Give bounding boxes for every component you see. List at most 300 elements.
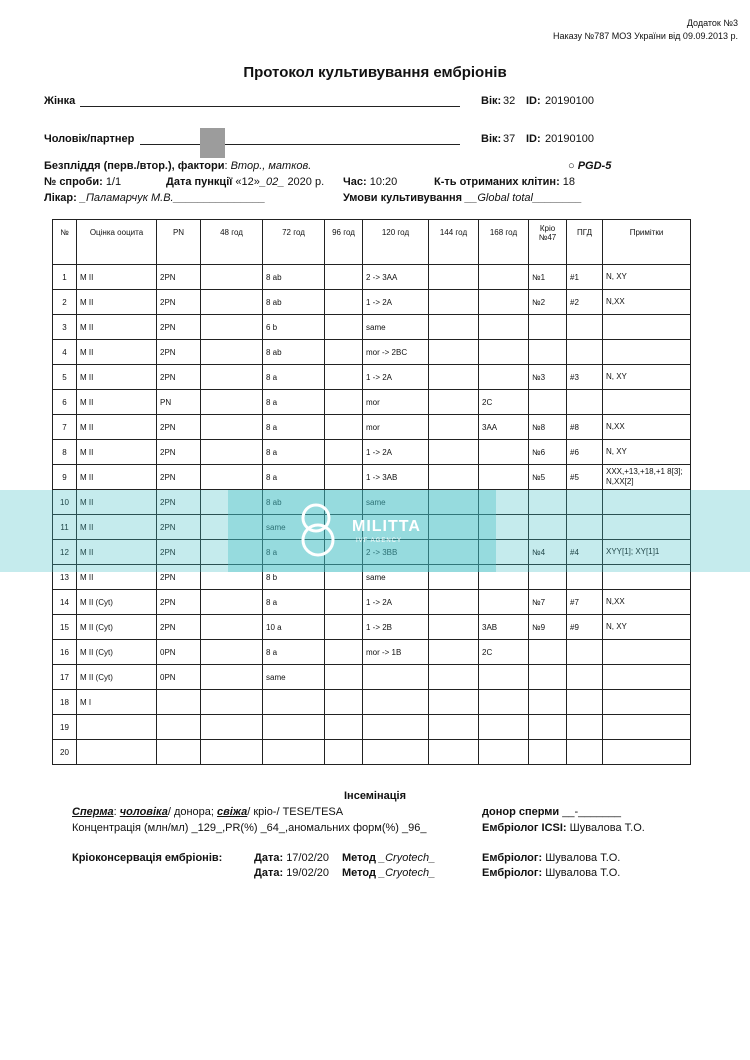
cryo-entry-1-date: [254, 852, 329, 864]
cell-h168: [479, 365, 529, 390]
cell-pgd: [567, 390, 603, 415]
cell-notes: N,XX: [603, 415, 691, 440]
table-row: [53, 740, 691, 765]
cell-h48: [201, 590, 263, 615]
cell-h144: [429, 315, 479, 340]
cell-h120: [363, 690, 429, 715]
cell-pn: 2PN: [157, 365, 201, 390]
donor-value: __-_______: [562, 806, 621, 818]
cryo-entry-2-date: [254, 867, 329, 879]
cell-h144: [429, 740, 479, 765]
cell-h96: [325, 740, 363, 765]
embryologist-label: Ембріолог:: [482, 852, 543, 864]
cell-h48: [201, 690, 263, 715]
cell-oocyte-grade: M I: [77, 690, 157, 715]
sperm-fresh: свіжа: [217, 806, 248, 818]
cell-row-number: 5: [53, 365, 77, 390]
partner-age-label: Вік:: [481, 133, 502, 145]
cell-notes: [603, 640, 691, 665]
cell-oocyte-grade: [77, 715, 157, 740]
cell-pgd: [567, 690, 603, 715]
cryo-label: Кріоконсервація ембріонів:: [72, 852, 223, 864]
cell-cryo: [529, 640, 567, 665]
cell-h120: 1 -> 2A: [363, 365, 429, 390]
cell-oocyte-grade: M II: [77, 390, 157, 415]
cell-notes: [603, 565, 691, 590]
cell-row-number: 1: [53, 265, 77, 290]
cell-row-number: 9: [53, 465, 77, 490]
cell-row-number: 19: [53, 715, 77, 740]
embryo-protocol-table: [52, 219, 691, 765]
cell-h120: mor: [363, 390, 429, 415]
cell-h96: [325, 665, 363, 690]
cell-h144: [429, 265, 479, 290]
cell-row-number: 20: [53, 740, 77, 765]
cell-h144: [429, 340, 479, 365]
col-header: 144 год: [429, 220, 479, 265]
date-value: 19/02/20: [286, 867, 330, 879]
col-header: 48 год: [201, 220, 263, 265]
cell-pn: 2PN: [157, 465, 201, 490]
cell-oocyte-grade: M II (Cyt): [77, 590, 157, 615]
cell-h72: same: [263, 665, 325, 690]
cell-h120: same: [363, 565, 429, 590]
cell-pn: 2PN: [157, 590, 201, 615]
cell-h144: [429, 290, 479, 315]
cell-h48: [201, 490, 263, 515]
cell-row-number: 3: [53, 315, 77, 340]
cell-h120: mor -> 2BC: [363, 340, 429, 365]
cell-h72: 8 a: [263, 590, 325, 615]
puncture-year: 2020 р.: [287, 176, 325, 188]
concentration-line: Концентрація (млн/мл) _129_,PR(%) _64_,аномальних форм(%) _96_: [72, 822, 427, 834]
cell-h72: 10 a: [263, 615, 325, 640]
pgd-marker: ○: [568, 160, 575, 172]
cell-h144: [429, 565, 479, 590]
cell-h48: [201, 665, 263, 690]
cell-h72: 8 a: [263, 440, 325, 465]
infertility-value: Втор., матков.: [230, 160, 312, 172]
cell-oocyte-grade: M II: [77, 315, 157, 340]
cell-h48: [201, 290, 263, 315]
embryologist-value: Шувалова Т.О.: [545, 852, 621, 864]
cell-h48: [201, 315, 263, 340]
table-row: [53, 440, 691, 465]
cell-h168: [479, 290, 529, 315]
puncture-label: Дата пункції: [166, 176, 233, 188]
cell-pgd: #4: [567, 540, 603, 565]
cell-cryo: №3: [529, 365, 567, 390]
table-row: [53, 315, 691, 340]
method-value: _Cryotech_: [379, 867, 436, 879]
cell-h72: 8 ab: [263, 340, 325, 365]
sperm-line: Сперма: чоловіка/ донора; свіжа/ кріо-/ TESE/TESA: [72, 806, 344, 818]
cell-oocyte-grade: M II (Cyt): [77, 640, 157, 665]
cell-notes: N, XY: [603, 265, 691, 290]
cell-pn: 2PN: [157, 340, 201, 365]
cell-notes: N,XX: [603, 590, 691, 615]
cell-pgd: [567, 640, 603, 665]
cell-h96: [325, 565, 363, 590]
pgd-value: PGD-5: [577, 160, 612, 172]
cell-h96: [325, 290, 363, 315]
cell-h144: [429, 615, 479, 640]
table-row: [53, 290, 691, 315]
cell-h96: [325, 415, 363, 440]
cell-row-number: 17: [53, 665, 77, 690]
cell-h48: [201, 415, 263, 440]
cell-h72: 8 b: [263, 565, 325, 590]
cell-h120: 2 -> 3AA: [363, 265, 429, 290]
cell-h48: [201, 515, 263, 540]
donor-label: донор сперми: [482, 806, 560, 818]
cell-pn: 0PN: [157, 665, 201, 690]
col-header: 72 год: [263, 220, 325, 265]
cell-notes: [603, 340, 691, 365]
puncture-month: _02_: [259, 176, 285, 188]
cell-h48: [201, 640, 263, 665]
cell-notes: N, XY: [603, 615, 691, 640]
cell-h72: [263, 715, 325, 740]
cell-h168: [479, 465, 529, 490]
cell-h96: [325, 315, 363, 340]
date-value: 17/02/20: [286, 852, 330, 864]
cell-row-number: 8: [53, 440, 77, 465]
cell-h72: [263, 690, 325, 715]
cell-cryo: [529, 565, 567, 590]
cell-pn: 2PN: [157, 315, 201, 340]
cell-notes: XYY[1]; XY[1]1: [603, 540, 691, 565]
cell-cryo: [529, 515, 567, 540]
cell-pgd: #2: [567, 290, 603, 315]
cells-line: [434, 176, 575, 188]
cell-h168: [479, 715, 529, 740]
table-row: [53, 690, 691, 715]
cell-h168: [479, 490, 529, 515]
cell-h72: 8 ab: [263, 265, 325, 290]
method-label: Метод: [342, 867, 376, 879]
cell-pn: 2PN: [157, 540, 201, 565]
cell-h48: [201, 740, 263, 765]
cell-cryo: №8: [529, 415, 567, 440]
watermark-brand: MILITTA: [352, 518, 421, 535]
annex-number: Додаток №3: [686, 18, 738, 28]
table-row: [53, 715, 691, 740]
cell-row-number: 10: [53, 490, 77, 515]
cell-h120: 1 -> 2A: [363, 440, 429, 465]
pgd-indicator: [568, 160, 611, 172]
cell-row-number: 11: [53, 515, 77, 540]
cell-h168: [479, 740, 529, 765]
cell-notes: [603, 490, 691, 515]
cell-h48: [201, 265, 263, 290]
cell-cryo: [529, 315, 567, 340]
embryologist-value: Шувалова Т.О.: [545, 867, 621, 879]
cell-h96: [325, 340, 363, 365]
table-row: [53, 415, 691, 440]
cell-h120: 1 -> 2A: [363, 290, 429, 315]
cell-h120: [363, 715, 429, 740]
partner-id-label: ID:: [526, 133, 541, 145]
attempt-value: 1/1: [105, 176, 122, 188]
culture-label: Умови культивування: [343, 192, 463, 204]
doctor-value: _Паламарчук М.В._______________: [79, 192, 266, 204]
sperm-donor: / донора;: [167, 806, 214, 818]
cell-cryo: [529, 715, 567, 740]
cell-pgd: #1: [567, 265, 603, 290]
cell-h48: [201, 440, 263, 465]
cell-pn: [157, 715, 201, 740]
cell-oocyte-grade: M II (Cyt): [77, 665, 157, 690]
attempt-label: № спроби:: [44, 176, 103, 188]
sperm-label: Сперма: [72, 806, 114, 818]
woman-age: 32: [503, 95, 516, 107]
cell-cryo: №9: [529, 615, 567, 640]
cell-h120: 1 -> 3AB: [363, 465, 429, 490]
doctor-label: Лікар:: [44, 192, 77, 204]
embryologist-label: Ембріолог:: [482, 867, 543, 879]
woman-age-label: Вік:: [481, 95, 502, 107]
cell-h120: mor: [363, 415, 429, 440]
cell-pn: PN: [157, 390, 201, 415]
cell-row-number: 4: [53, 340, 77, 365]
doctor-line: [44, 192, 265, 204]
date-label: Дата:: [254, 867, 284, 879]
cell-h48: [201, 390, 263, 415]
cell-h96: [325, 440, 363, 465]
cell-h144: [429, 390, 479, 415]
cell-row-number: 2: [53, 290, 77, 315]
cell-h144: [429, 640, 479, 665]
cell-cryo: [529, 740, 567, 765]
cells-value: 18: [562, 176, 576, 188]
redaction-block: [200, 128, 225, 158]
cell-notes: [603, 690, 691, 715]
table-row: [53, 565, 691, 590]
cell-row-number: 7: [53, 415, 77, 440]
infertility-line: Безпліддя (перв./втор.), фактори: Втор., матков.: [44, 160, 312, 172]
cell-oocyte-grade: M II: [77, 465, 157, 490]
cell-pgd: [567, 490, 603, 515]
cells-label: К-ть отриманих клітин:: [434, 176, 560, 188]
cell-h48: [201, 365, 263, 390]
cell-h144: [429, 665, 479, 690]
sperm-donor-line: [482, 806, 621, 818]
cell-cryo: №4: [529, 540, 567, 565]
cell-h96: [325, 465, 363, 490]
cell-row-number: 6: [53, 390, 77, 415]
cell-h144: [429, 365, 479, 390]
cell-h144: [429, 465, 479, 490]
cell-pn: 2PN: [157, 290, 201, 315]
col-header: Кріо №47: [529, 220, 567, 265]
cell-h72: 8 ab: [263, 290, 325, 315]
cell-h168: 2C: [479, 390, 529, 415]
icsi-label: Ембріолог ICSI:: [482, 822, 567, 834]
cell-h120: same: [363, 490, 429, 515]
cell-h168: [479, 515, 529, 540]
cell-pgd: [567, 715, 603, 740]
cell-h120: 1 -> 2B: [363, 615, 429, 640]
time-value: 10:20: [369, 176, 398, 188]
cell-pn: 2PN: [157, 415, 201, 440]
cell-h144: [429, 490, 479, 515]
cell-h72: 8 a: [263, 465, 325, 490]
cell-cryo: №1: [529, 265, 567, 290]
cell-h168: 3AA: [479, 415, 529, 440]
cell-h144: [429, 515, 479, 540]
time-label: Час:: [343, 176, 367, 188]
cell-notes: N, XY: [603, 440, 691, 465]
cell-oocyte-grade: M II: [77, 365, 157, 390]
cell-h48: [201, 715, 263, 740]
cell-pgd: [567, 515, 603, 540]
cell-h96: [325, 390, 363, 415]
table-row: [53, 615, 691, 640]
cell-notes: [603, 515, 691, 540]
col-header: №: [53, 220, 77, 265]
cell-h120: same: [363, 315, 429, 340]
col-header: PN: [157, 220, 201, 265]
cell-h48: [201, 340, 263, 365]
cell-cryo: №7: [529, 590, 567, 615]
cell-notes: N,XX: [603, 290, 691, 315]
col-header: Оцінка ооцита: [77, 220, 157, 265]
partner-age: 37: [503, 133, 516, 145]
infertility-label: Безпліддя (перв./втор.), фактори: [44, 160, 225, 172]
cell-pn: 2PN: [157, 265, 201, 290]
cell-h48: [201, 540, 263, 565]
cell-h96: [325, 715, 363, 740]
cell-notes: [603, 715, 691, 740]
watermark-subtitle: IVF AGENCY: [356, 538, 403, 544]
cell-pn: [157, 740, 201, 765]
cell-notes: [603, 665, 691, 690]
cell-pgd: [567, 740, 603, 765]
cell-row-number: 14: [53, 590, 77, 615]
cell-pgd: #8: [567, 415, 603, 440]
insemination-title: Інсемінація: [344, 790, 406, 802]
cryo-entry-2-method: [342, 867, 435, 879]
order-reference: Наказу №787 МОЗ України від 09.09.2013 р.: [552, 31, 738, 41]
icsi-value: Шувалова Т.О.: [569, 822, 645, 834]
cell-cryo: №5: [529, 465, 567, 490]
cell-oocyte-grade: [77, 740, 157, 765]
method-label: Метод: [342, 852, 376, 864]
cell-oocyte-grade: M II: [77, 265, 157, 290]
cell-notes: N, XY: [603, 365, 691, 390]
puncture-line: [166, 176, 324, 188]
cell-pn: [157, 690, 201, 715]
cell-h144: [429, 540, 479, 565]
cell-oocyte-grade: M II: [77, 415, 157, 440]
cell-pgd: #3: [567, 365, 603, 390]
cell-h168: [479, 690, 529, 715]
partner-name-line: [140, 132, 460, 150]
cell-pgd: [567, 665, 603, 690]
cell-h72: 8 a: [263, 540, 325, 565]
cell-oocyte-grade: M II: [77, 540, 157, 565]
table-row: [53, 365, 691, 390]
date-label: Дата:: [254, 852, 284, 864]
puncture-day: «12»: [235, 176, 260, 188]
cell-h72: 8 a: [263, 640, 325, 665]
cell-row-number: 15: [53, 615, 77, 640]
table-row: [53, 590, 691, 615]
cell-h120: 2 -> 3BB: [363, 540, 429, 565]
cell-h168: [479, 590, 529, 615]
woman-name-line: [80, 94, 460, 112]
cell-pgd: #5: [567, 465, 603, 490]
cell-h144: [429, 690, 479, 715]
icsi-line: [482, 822, 645, 834]
cell-h96: [325, 265, 363, 290]
cell-h168: [479, 440, 529, 465]
cell-h120: [363, 740, 429, 765]
table-row: [53, 265, 691, 290]
cell-h120: mor -> 1B: [363, 640, 429, 665]
cell-pn: 2PN: [157, 490, 201, 515]
cell-h72: 8 a: [263, 415, 325, 440]
cell-pn: 2PN: [157, 515, 201, 540]
cell-notes: XXX,+13,+18,+1 8[3]; N,XX[2]: [603, 465, 691, 490]
cell-h96: [325, 690, 363, 715]
cell-h96: [325, 640, 363, 665]
cell-cryo: №6: [529, 440, 567, 465]
culture-line: [343, 192, 582, 204]
table-row: [53, 490, 691, 515]
cell-h120: 1 -> 2A: [363, 590, 429, 615]
cell-pn: 2PN: [157, 440, 201, 465]
cell-notes: [603, 740, 691, 765]
cell-oocyte-grade: M II: [77, 490, 157, 515]
cell-notes: [603, 390, 691, 415]
cell-cryo: №2: [529, 290, 567, 315]
cell-pgd: #7: [567, 590, 603, 615]
cell-oocyte-grade: M II: [77, 440, 157, 465]
cell-h168: [479, 540, 529, 565]
cryo-entry-2-embryologist: [482, 867, 620, 879]
table-header-row: [53, 220, 691, 265]
cell-h72: 8 ab: [263, 490, 325, 515]
cryo-entry-1-method: [342, 852, 435, 864]
culture-value: __Global total________: [465, 192, 582, 204]
table-row: [53, 640, 691, 665]
cell-h144: [429, 715, 479, 740]
cell-h72: 8 a: [263, 390, 325, 415]
cell-h96: [325, 615, 363, 640]
woman-label: Жінка: [44, 95, 76, 107]
cell-cryo: [529, 390, 567, 415]
col-header: 168 год: [479, 220, 529, 265]
method-value: _Cryotech_: [379, 852, 436, 864]
cell-h144: [429, 440, 479, 465]
embryo-logo-icon: [292, 496, 348, 566]
cell-pgd: [567, 315, 603, 340]
partner-label: Чоловік/партнер: [44, 133, 135, 145]
cell-h96: [325, 590, 363, 615]
cell-h48: [201, 465, 263, 490]
cell-pn: 2PN: [157, 615, 201, 640]
page-title: Протокол культивування ембріонів: [243, 64, 507, 81]
table-row: [53, 390, 691, 415]
cell-h120: [363, 665, 429, 690]
cell-h96: [325, 365, 363, 390]
cell-oocyte-grade: M II: [77, 290, 157, 315]
cell-row-number: 16: [53, 640, 77, 665]
table-row: [53, 340, 691, 365]
col-header: Примітки: [603, 220, 691, 265]
